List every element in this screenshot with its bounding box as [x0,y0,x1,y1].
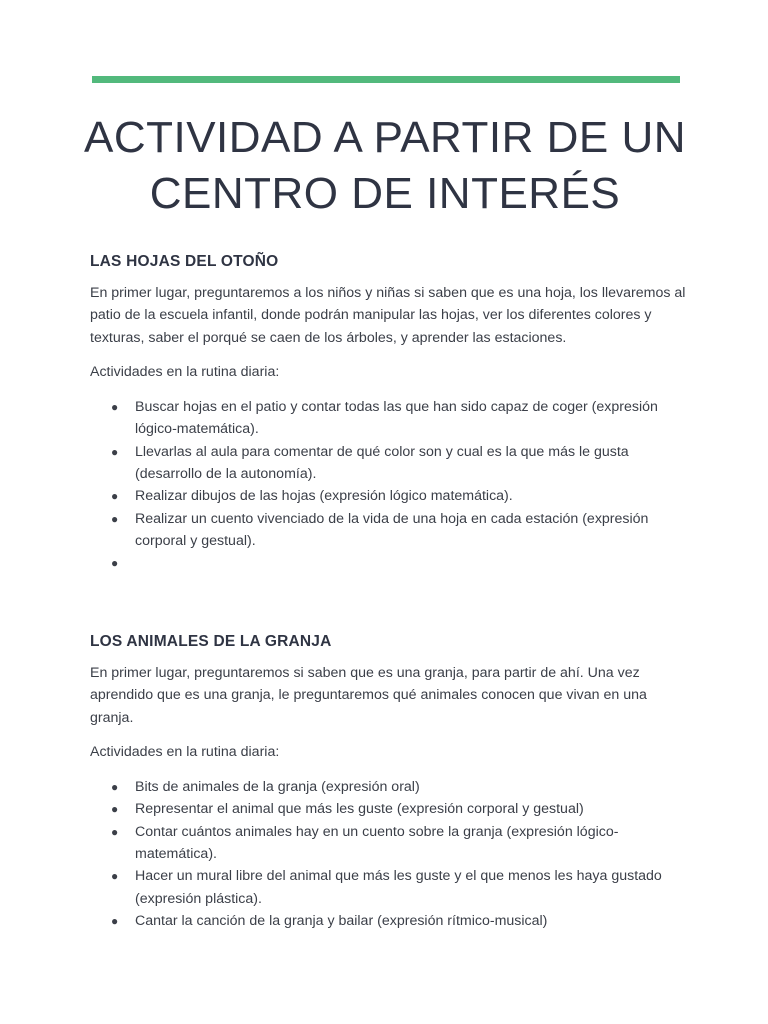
list-item [90,865,690,910]
bullet-icon: ● [111,802,119,817]
list-item-empty [90,552,690,574]
section-heading: LOS ANIMALES DE LA GRANJA [90,633,332,650]
bullet-icon: ● [111,444,119,459]
list-item-text: Representar el animal que más les guste (expresión corporal y gestual) [135,801,584,818]
section-animales-granja [90,632,690,932]
bullet-icon: ● [111,780,119,795]
section-hojas-otono [90,252,690,575]
section-intro: En primer lugar, preguntaremos si saben que es una granja, para partir de ahí. Una vez aprendido que es una granja, le preguntaremos qué animales conocen que vivan en una granja. [90,665,647,726]
bullet-icon: ● [111,824,119,839]
bullet-icon: ● [111,511,119,526]
list-item [90,798,690,820]
list-item-text: Hacer un mural libre del animal que más les guste y el que menos les haya gustado (expresión plástica). [135,868,662,907]
list-item-text: Bits de animales de la granja (expresión oral) [135,779,420,796]
bullet-icon: ● [111,400,119,415]
list-item [90,776,690,798]
section-heading: LAS HOJAS DEL OTOÑO [90,253,279,270]
bullet-icon: ● [111,913,119,928]
accent-rule [92,76,680,83]
list-item [90,396,690,441]
routine-label: Actividades en la rutina diaria: [90,363,280,380]
list-item-text: Cantar la canción de la granja y bailar (expresión rítmico-musical) [135,912,548,929]
list-item-text: Realizar dibujos de las hojas (expresión lógico matemática). [135,488,513,505]
routine-label: Actividades en la rutina diaria: [90,743,280,760]
list-item-text: Buscar hojas en el patio y contar todas las que han sido capaz de coger (expresión lógico-matemática). [135,399,658,438]
list-item-text: Contar cuántos animales hay en un cuento sobre la granja (expresión lógico-matemática). [135,823,619,863]
document-title: ACTIVIDAD A PARTIR DE UN CENTRO DE INTERÉS [83,113,687,218]
list-item [90,485,690,507]
section-intro: En primer lugar, preguntaremos a los niños y niñas si saben que es una hoja, los llevaremos al patio de la escuela infantil, donde podrán manipular las hojas, ver los diferentes colores y texturas, saber el porqué se caen de los árboles, y aprender las estaciones. [90,285,686,346]
list-item-text: Llevarlas al aula para comentar de qué color son y cual es la que más le gusta (desarrollo de la autonomía). [135,443,629,483]
activity-list [90,776,690,932]
list-item [90,441,690,486]
activity-list [90,396,690,574]
bullet-icon: ● [111,869,119,884]
list-item-text: Realizar un cuento vivenciado de la vida de una hoja en cada estación (expresión corporal y gestual). [135,510,649,549]
list-item [90,821,690,866]
list-item [90,508,690,553]
bullet-icon: ● [111,556,119,571]
bullet-icon: ● [111,489,119,504]
list-item [90,910,690,932]
